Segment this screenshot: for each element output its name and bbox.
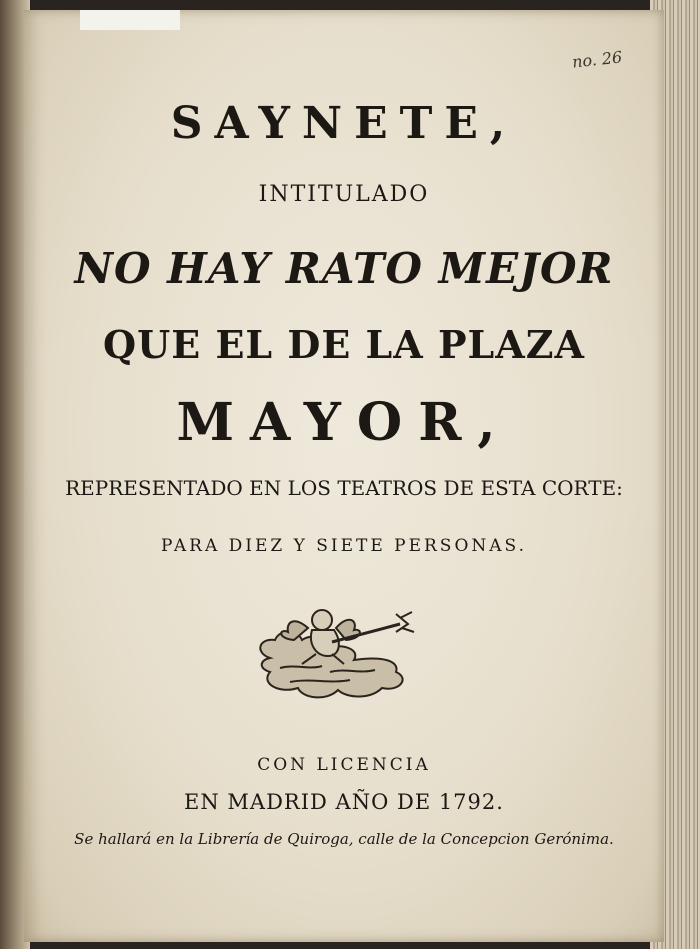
title-main-italic: NO HAY RATO MEJOR bbox=[74, 244, 614, 293]
title-main-line3: MAYOR, bbox=[176, 392, 512, 453]
imprint-bookseller: Se hallará en la Librería de Quiroga, calle de la Concepcion Gerónima. bbox=[74, 830, 614, 848]
subtitle-persons: PARA DIEZ Y SIETE PERSONAS. bbox=[161, 536, 527, 556]
paper-tab bbox=[80, 10, 180, 30]
subtitle-represented: REPRESENTADO EN LOS TEATROS DE ESTA CORTE: bbox=[65, 476, 623, 500]
cherub-on-cloud-icon bbox=[250, 598, 420, 708]
title-saynete: SAYNETE, bbox=[170, 98, 518, 149]
title-main-line2: QUE EL DE LA PLAZA bbox=[103, 322, 585, 367]
imprint-license: CON LICENCIA bbox=[257, 755, 431, 775]
title-page bbox=[24, 10, 664, 942]
handwritten-shelfmark: no. 26 bbox=[571, 47, 624, 72]
imprint-place-year: EN MADRID AÑO DE 1792. bbox=[184, 790, 504, 814]
title-intitulado: INTITULADO bbox=[258, 182, 430, 207]
